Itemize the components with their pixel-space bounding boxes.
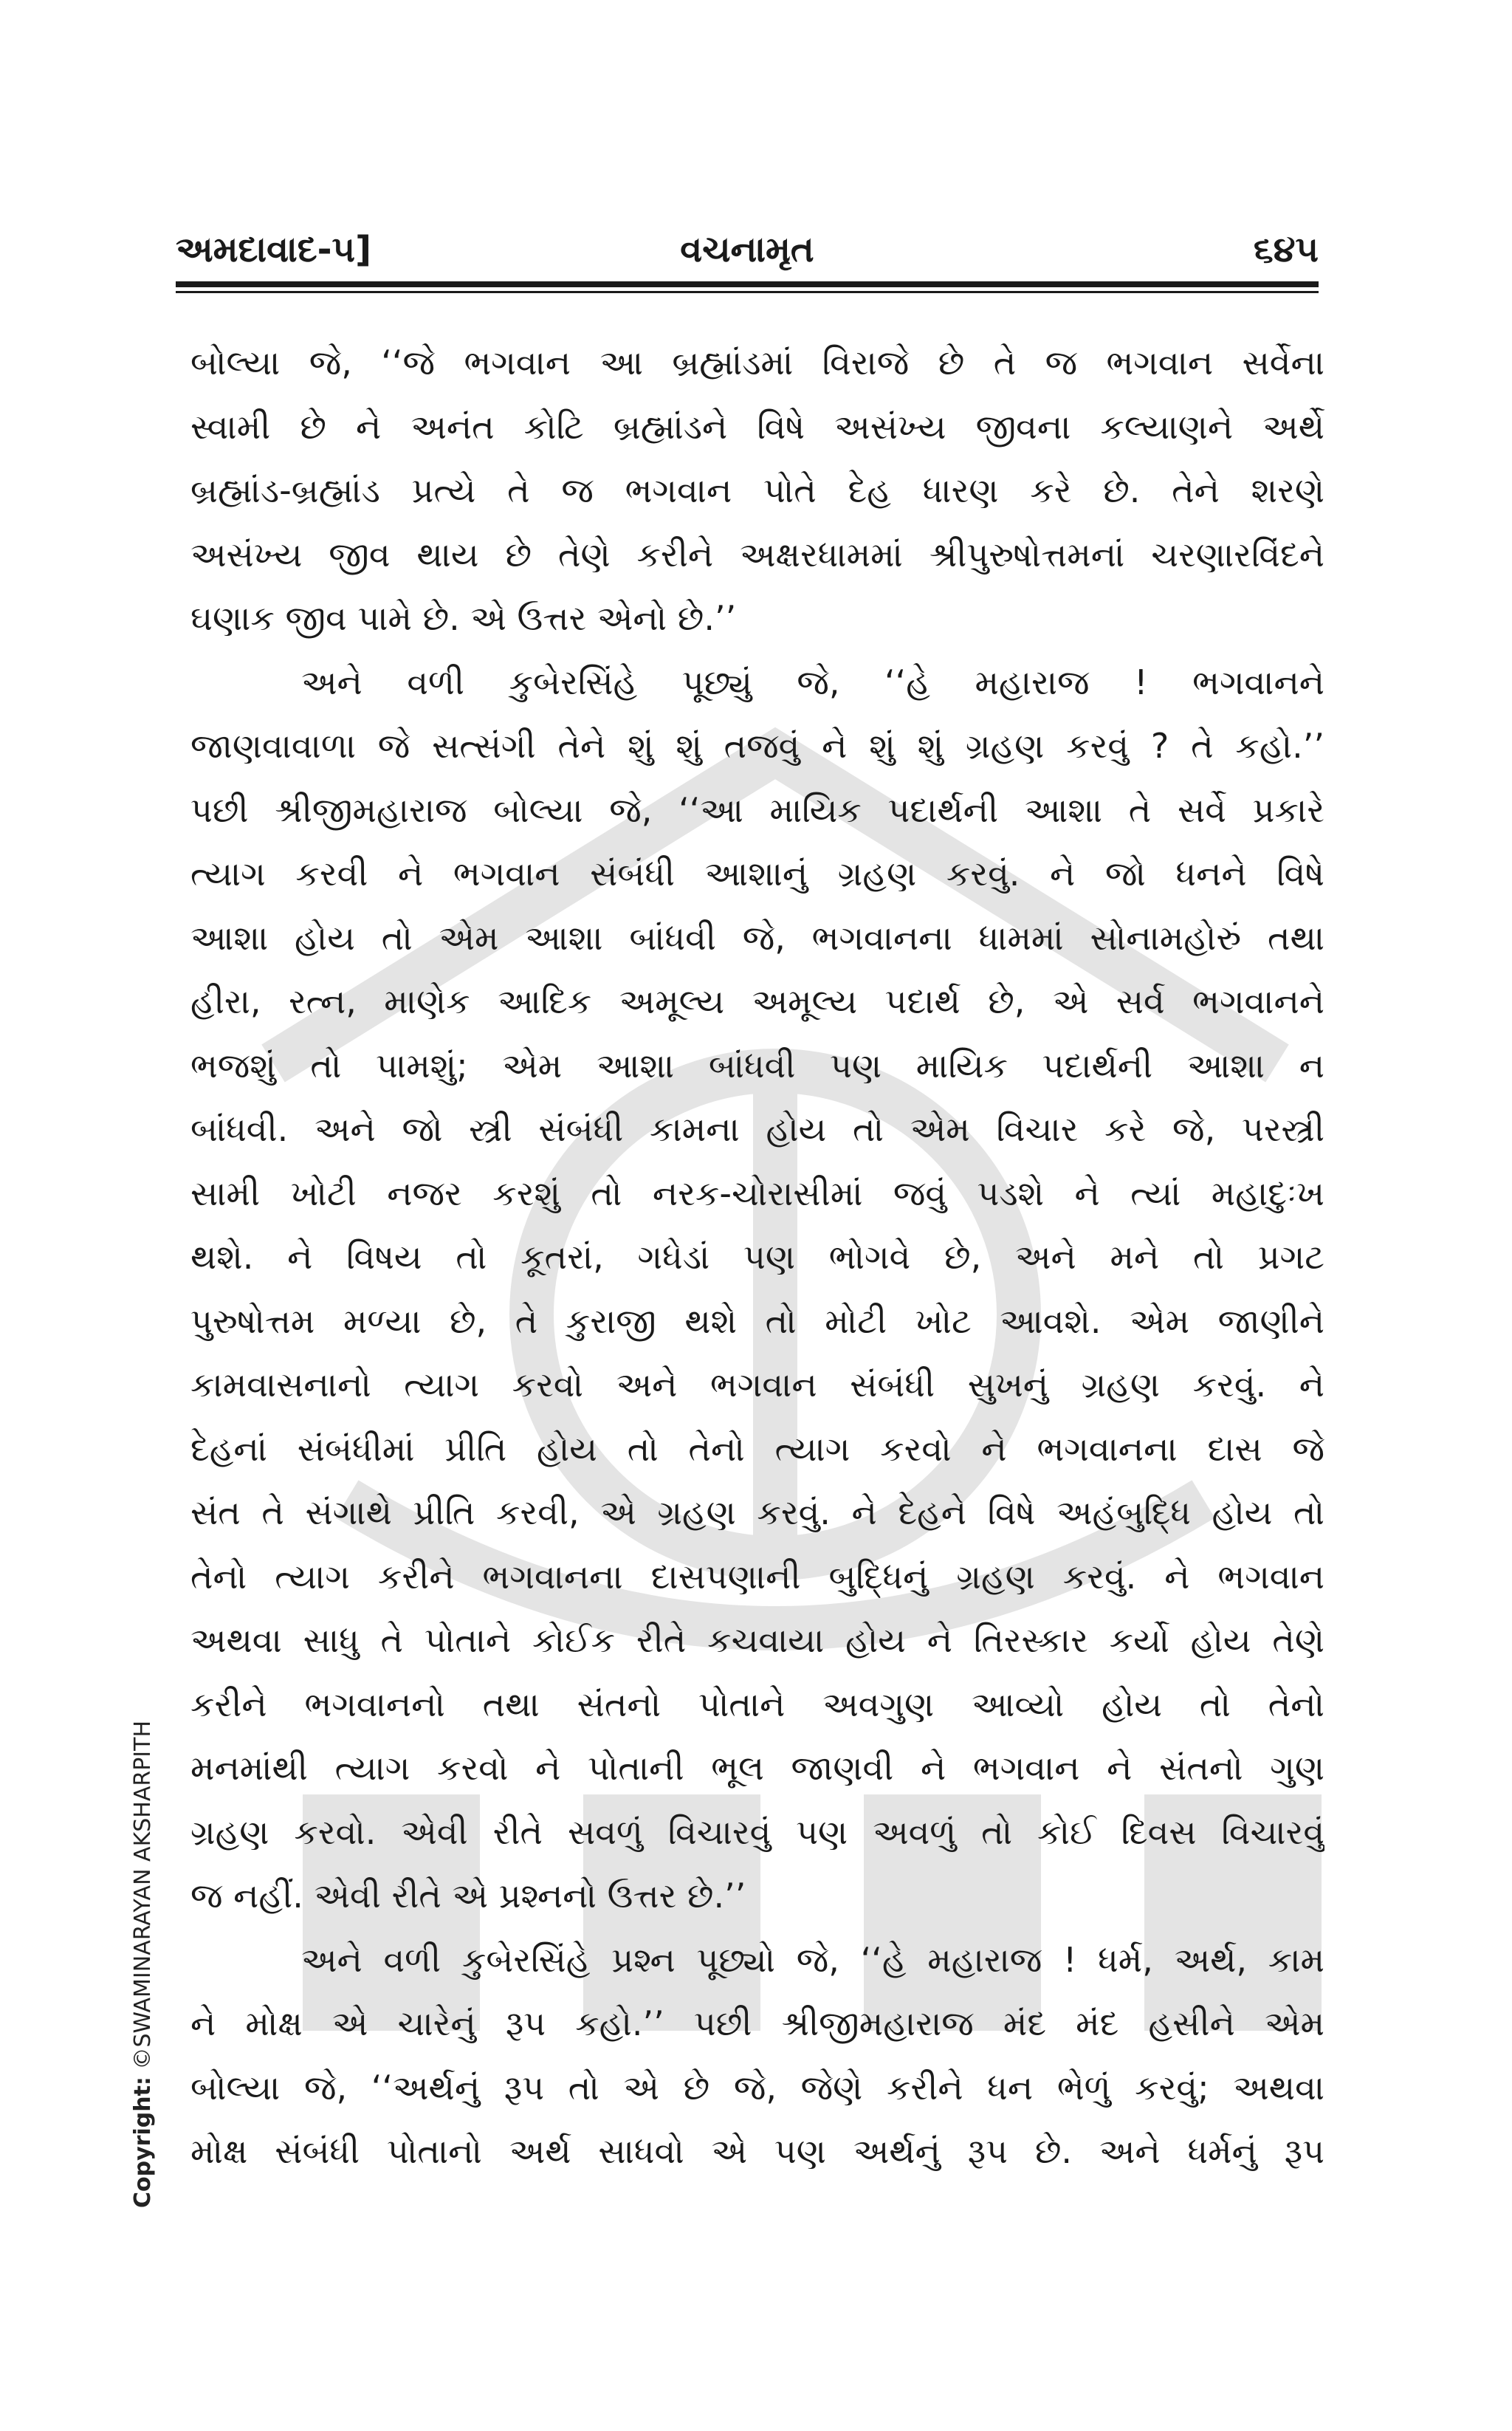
text-line: બોલ્યા જે, ‘‘અર્થનું રૂપ તો એ છે જે, જેણે કરીને ધન ભેળું કરવું; અથવા (190, 2067, 1324, 2108)
text-line: મોક્ષ સંબંધી પોતાનો અર્થ સાધવો એ પણ અર્થનું રૂપ છે. અને ધર્મનું રૂપ (190, 2131, 1324, 2171)
text-line: બોલ્યા જે, ‘‘જે ભગવાન આ બ્રહ્માંડમાં વિરાજે છે તે જ ભગવાન સર્વેના (190, 343, 1324, 383)
text-line: સામી ખોટી નજર કરશું તો નરક-ચોરાસીમાં જવું પડશે ને ત્યાં મહાદુઃખ (190, 1173, 1324, 1213)
section-title: અમદાવાદ-૫] (176, 229, 372, 270)
text-line: પુરુષોત્તમ મળ્યા છે, તે કુરાજી થશે તો મોટી ખોટ આવશે. એમ જાણીને (190, 1300, 1324, 1341)
text-line: ભજશું તો પામશું; એમ આશા બાંધવી પણ માયિક પદાર્થની આશા ન (190, 1045, 1324, 1086)
text-line: તેનો ત્યાગ કરીને ભગવાનના દાસપણાની બુદ્ધિનું ગ્રહણ કરવું. ને ભગવાન (190, 1556, 1324, 1597)
copyright-notice (130, 1721, 156, 2208)
text-line: અને વળી કુબેરસિંહે પૂછ્યું જે, ‘‘હે મહારાજ ! ભગવાનને (301, 662, 1324, 702)
text-line: ત્યાગ કરવી ને ભગવાન સંબંધી આશાનું ગ્રહણ કરવું. ને જો ધનને વિષે (190, 854, 1324, 894)
text-line: સ્વામી છે ને અનંત કોટિ બ્રહ્માંડને વિષે અસંખ્ય જીવના કલ્યાણને અર્થે (190, 406, 1324, 447)
text-line: અથવા સાધુ તે પોતાને કોઈક રીતે કચવાયા હોય ને તિરસ્કાર કર્યો હોય તેણે (190, 1620, 1324, 1660)
text-line: ગ્રહણ કરવો. એવી રીતે સવળું વિચારવું પણ અવળું તો કોઈ દિવસ વિચારવું (190, 1811, 1324, 1852)
text-line: અને વળી કુબેરસિંહે પ્રશ્ન પૂછ્યો જે, ‘‘હે મહારાજ ! ધર્મ, અર્થ, કામ (301, 1939, 1324, 1980)
text-line: હીરા, રત્ન, માણેક આદિક અમૂલ્ય અમૂલ્ય પદાર્થ છે, એ સર્વ ભગવાનને (190, 981, 1324, 1021)
text-line: પછી શ્રીજીમહારાજ બોલ્યા જે, ‘‘આ માયિક પદાર્થની આશા તે સર્વે પ્રકારે (190, 789, 1324, 830)
text-line: સંત તે સંગાથે પ્રીતિ કરવી, એ ગ્રહણ કરવું. ને દેહને વિષે અહંબુદ્ધિ હોય તો (190, 1492, 1324, 1532)
copyright-label: Copyright: (130, 2077, 156, 2208)
text-line: બાંધવી. અને જો સ્ત્રી સંબંધી કામના હોય તો એમ વિચાર કરે જે, પરસ્ત્રી (190, 1109, 1324, 1149)
text-line: બ્રહ્માંડ-બ્રહ્માંડ પ્રત્યે તે જ ભગવાન પોતે દેહ ધારણ કરે છે. તેને શરણે (190, 470, 1324, 510)
header-rule-thin (176, 291, 1319, 293)
text-line: કામવાસનાનો ત્યાગ કરવો અને ભગવાન સંબંધી સુખનું ગ્રહણ કરવું. ને (190, 1365, 1324, 1405)
text-line: જાણવાવાળા જે સત્સંગી તેને શું શું તજવું ને શું શું ગ્રહણ કરવું ? તે કહો.’’ (190, 726, 1324, 766)
text-line: અસંખ્ય જીવ થાય છે તેણે કરીને અક્ષરધામમાં શ્રીપુરુષોત્તમનાં ચરણારવિંદને (190, 534, 1324, 575)
text-line: ઘણાક જીવ પામે છે. એ ઉત્તર એનો છે.’’ (190, 598, 737, 638)
body-text (190, 331, 1324, 2184)
text-line: દેહનાં સંબંધીમાં પ્રીતિ હોય તો તેનો ત્યાગ કરવો ને ભગવાનના દાસ જે (190, 1428, 1324, 1469)
text-line: જ નહીં. એવી રીતે એ પ્રશ્નનો ઉત્તર છે.’’ (190, 1876, 746, 1916)
text-line: આશા હોય તો એમ આશા બાંધવી જે, ભગવાનના ધામમાં સોનામહોરું તથા (190, 917, 1324, 958)
text-line: ને મોક્ષ એ ચારેનું રૂપ કહો.’’ પછી શ્રીજીમહારાજ મંદ મંદ હસીને એમ (190, 2003, 1324, 2043)
page-number: ૬૪૫ (1253, 229, 1319, 270)
page-header (176, 214, 1319, 281)
copyright-holder: ©SWAMINARAYAN AKSHARPITH (130, 1720, 156, 2070)
book-title: વચનામૃત (680, 229, 814, 270)
text-line: મનમાંથી ત્યાગ કરવો ને પોતાની ભૂલ જાણવી ને ભગવાન ને સંતનો ગુણ (190, 1748, 1324, 1788)
text-line: થશે. ને વિષય તો કૂતરાં, ગધેડાં પણ ભોગવે છે, અને મને તો પ્રગટ (190, 1237, 1324, 1277)
header-rule-thick (176, 281, 1319, 287)
text-line: કરીને ભગવાનનો તથા સંતનો પોતાને અવગુણ આવ્યો હોય તો તેનો (190, 1684, 1324, 1724)
